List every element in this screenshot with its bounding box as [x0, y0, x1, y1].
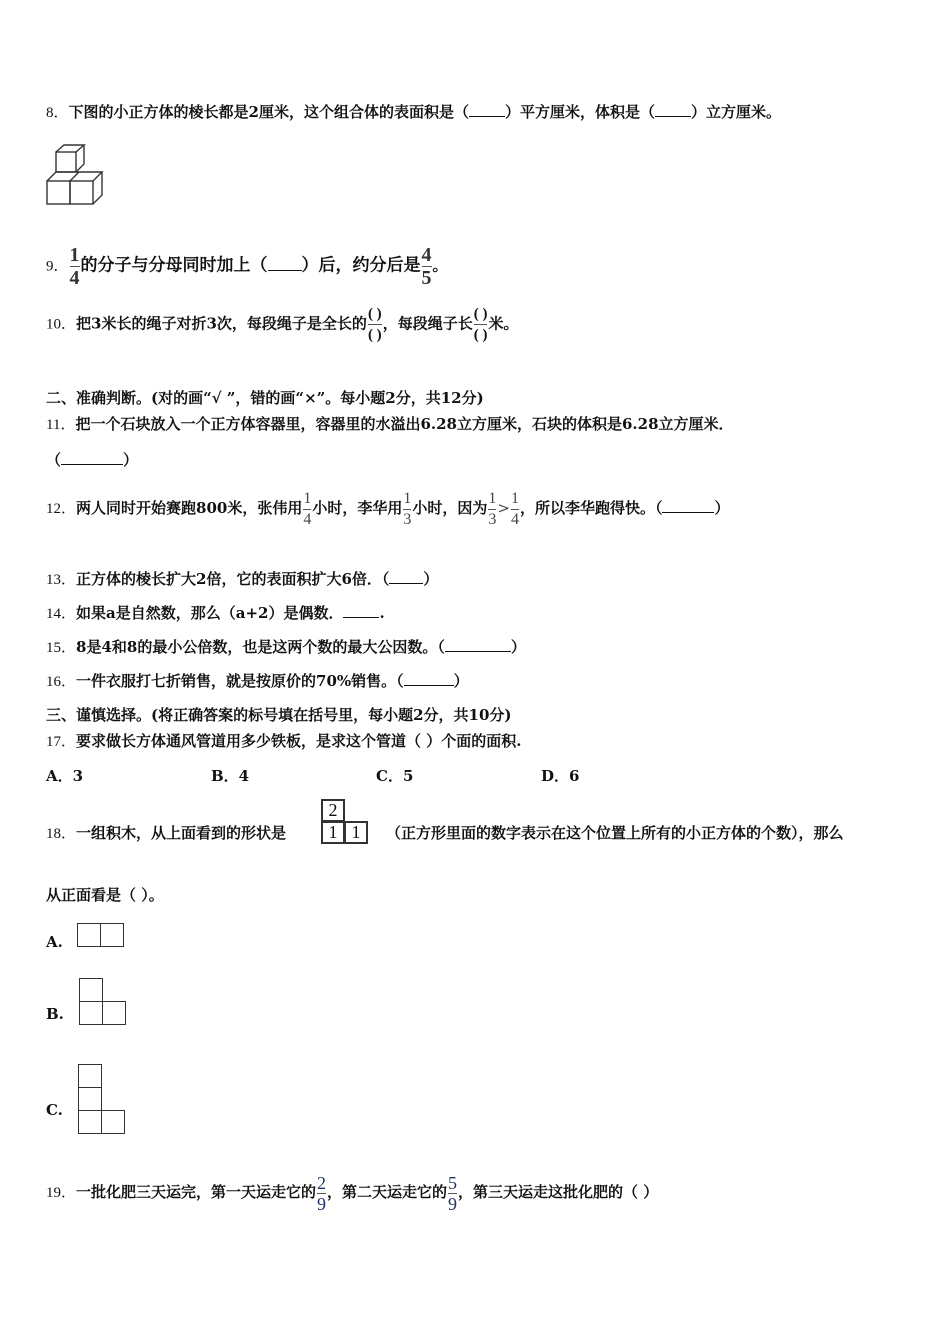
answer-blank[interactable]	[445, 639, 511, 652]
question-8	[46, 102, 781, 123]
question-17	[46, 731, 521, 752]
answer-blank[interactable]	[469, 104, 505, 117]
question-number: 10．	[46, 316, 77, 333]
question-text: （正方形里面的数字表示在这个位置上所有的小正方体的个数），那么	[386, 824, 844, 842]
question-text: 下图的小正方体的棱长都是	[68, 103, 249, 121]
option-c[interactable]: C.	[46, 1101, 63, 1119]
question-10	[46, 305, 518, 344]
answer-blank[interactable]	[662, 500, 714, 513]
value: 2	[248, 103, 259, 121]
fraction: $\frac{1}{4}$	[69, 244, 80, 289]
question-18	[46, 823, 286, 844]
question-text: ）	[714, 499, 730, 517]
question-16	[46, 671, 469, 692]
question-number: 13．	[46, 572, 77, 588]
question-text: ）	[423, 570, 439, 588]
value: 3	[206, 314, 217, 333]
question-text: 米。	[488, 314, 519, 333]
question-19	[46, 1170, 658, 1214]
option-c[interactable]: C．5	[376, 767, 414, 785]
question-15	[46, 637, 526, 658]
option-d[interactable]: D．6	[541, 767, 580, 785]
value: 3	[91, 314, 102, 333]
paren-right: ）	[123, 451, 139, 469]
grid-cell-top: 2	[321, 799, 345, 822]
question-11	[46, 414, 734, 435]
question-number: 14．	[46, 606, 77, 622]
question-number: 12．	[46, 501, 77, 517]
answer-blank[interactable]	[61, 452, 123, 465]
answer-line-11	[46, 450, 138, 470]
question-number: 9．	[46, 258, 69, 275]
section-3-title: 三、谨慎选择。(将正确答案的标号填在括号里，每小题2分，共10分)	[46, 706, 512, 724]
question-text: ，所以李华跑得快。（	[519, 499, 663, 517]
question-number: 17．	[46, 734, 77, 750]
fraction: $\frac{1}{4}$	[303, 489, 312, 528]
question-text: 把	[76, 314, 92, 333]
question-text: 要求做长方体通风管道用多少铁板，是求这个管道（ ）个面的面积.	[76, 732, 522, 750]
question-number: 19．	[46, 1185, 77, 1201]
question-14	[46, 603, 385, 624]
question-number: 15．	[46, 640, 77, 656]
question-text: 次，每段绳子是全长的	[216, 314, 367, 333]
greater-than: >	[497, 499, 510, 517]
option-a[interactable]: A.	[46, 933, 63, 951]
question-12	[46, 486, 729, 530]
answer-blank[interactable]	[389, 571, 423, 584]
question-text: ，第二天运走它的	[327, 1183, 448, 1201]
question-text: 两人同时开始赛跑800米，张伟用	[76, 499, 303, 517]
answer-blank[interactable]	[268, 258, 302, 271]
paren-left: （	[46, 451, 62, 469]
fraction: $\frac{5}{9}$	[448, 1172, 458, 1214]
question-text: ，每段绳子长	[382, 314, 473, 333]
question-text: 小时，因为	[412, 499, 488, 517]
question-text: 把一个石块放入一个正方体容器里，容器里的水溢出6.28立方厘米，石块的体积是6.28立方厘米．	[75, 415, 734, 433]
question-text: ）后，约分后是	[301, 255, 421, 276]
question-text: 一件衣服打七折销售，就是按原价的70%销售。（	[76, 672, 404, 690]
question-text: 。	[432, 256, 448, 275]
fraction: $\frac{1}{3}$	[488, 489, 497, 528]
question-text: ）平方厘米，体积是（	[504, 103, 655, 121]
fraction-blank[interactable]: $\frac{( )}{( )}$	[367, 306, 382, 343]
grid-cell-bottom-left: 1	[321, 821, 345, 844]
question-text: 8是4和8的最小公倍数，也是这两个数的最大公因数。（	[76, 638, 445, 656]
question-text: 小时，李华用	[312, 499, 403, 517]
question-text: 的分子与分母同时加上（	[80, 255, 268, 276]
question-13	[46, 569, 438, 590]
fraction-blank[interactable]: $\frac{( )}{( )}$	[473, 306, 488, 343]
question-text: 厘米，这个组合体的表面积是（	[258, 103, 469, 121]
question-text: 一组积木，从上面看到的形状是	[76, 824, 287, 842]
fraction: $\frac{4}{5}$	[421, 244, 432, 289]
question-text: ）立方厘米。	[691, 103, 782, 121]
fraction: $\frac{1}{3}$	[403, 489, 412, 528]
option-b[interactable]: B．4	[211, 767, 250, 785]
cube-figure	[44, 142, 110, 208]
fraction: $\frac{1}{4}$	[510, 489, 519, 528]
question-number: 11．	[46, 417, 76, 433]
answer-blank[interactable]	[404, 673, 454, 686]
question-text: ）	[453, 672, 469, 690]
question-text: .	[379, 604, 385, 622]
section-2-title: 二、准确判断。(对的画“√ ”，错的画“×”。每小题2分，共12分)	[46, 389, 484, 407]
question-text: 米长的绳子对折	[101, 314, 207, 333]
question-text: 从正面看是（ ）。	[46, 886, 164, 904]
question-text: 如果a是自然数，那么（a+2）是偶数．	[76, 604, 344, 622]
option-a[interactable]: A．3	[46, 767, 84, 785]
question-text: 正方体的棱长扩大2倍，它的表面积扩大6倍．（	[76, 570, 390, 588]
fraction: $\frac{2}{9}$	[317, 1172, 327, 1214]
question-9	[46, 245, 448, 288]
answer-blank[interactable]	[343, 605, 379, 618]
question-text: 一批化肥三天运完，第一天运走它的	[76, 1183, 317, 1201]
question-number: 18．	[46, 826, 77, 842]
option-b[interactable]: B.	[46, 1005, 64, 1023]
question-number: 8．	[46, 105, 69, 121]
question-number: 16．	[46, 674, 77, 690]
question-text: ）	[510, 638, 526, 656]
question-text: ，第三天运走这批化肥的（ ）	[458, 1183, 659, 1201]
grid-cell-bottom-right: 1	[344, 821, 368, 844]
answer-blank[interactable]	[655, 104, 691, 117]
